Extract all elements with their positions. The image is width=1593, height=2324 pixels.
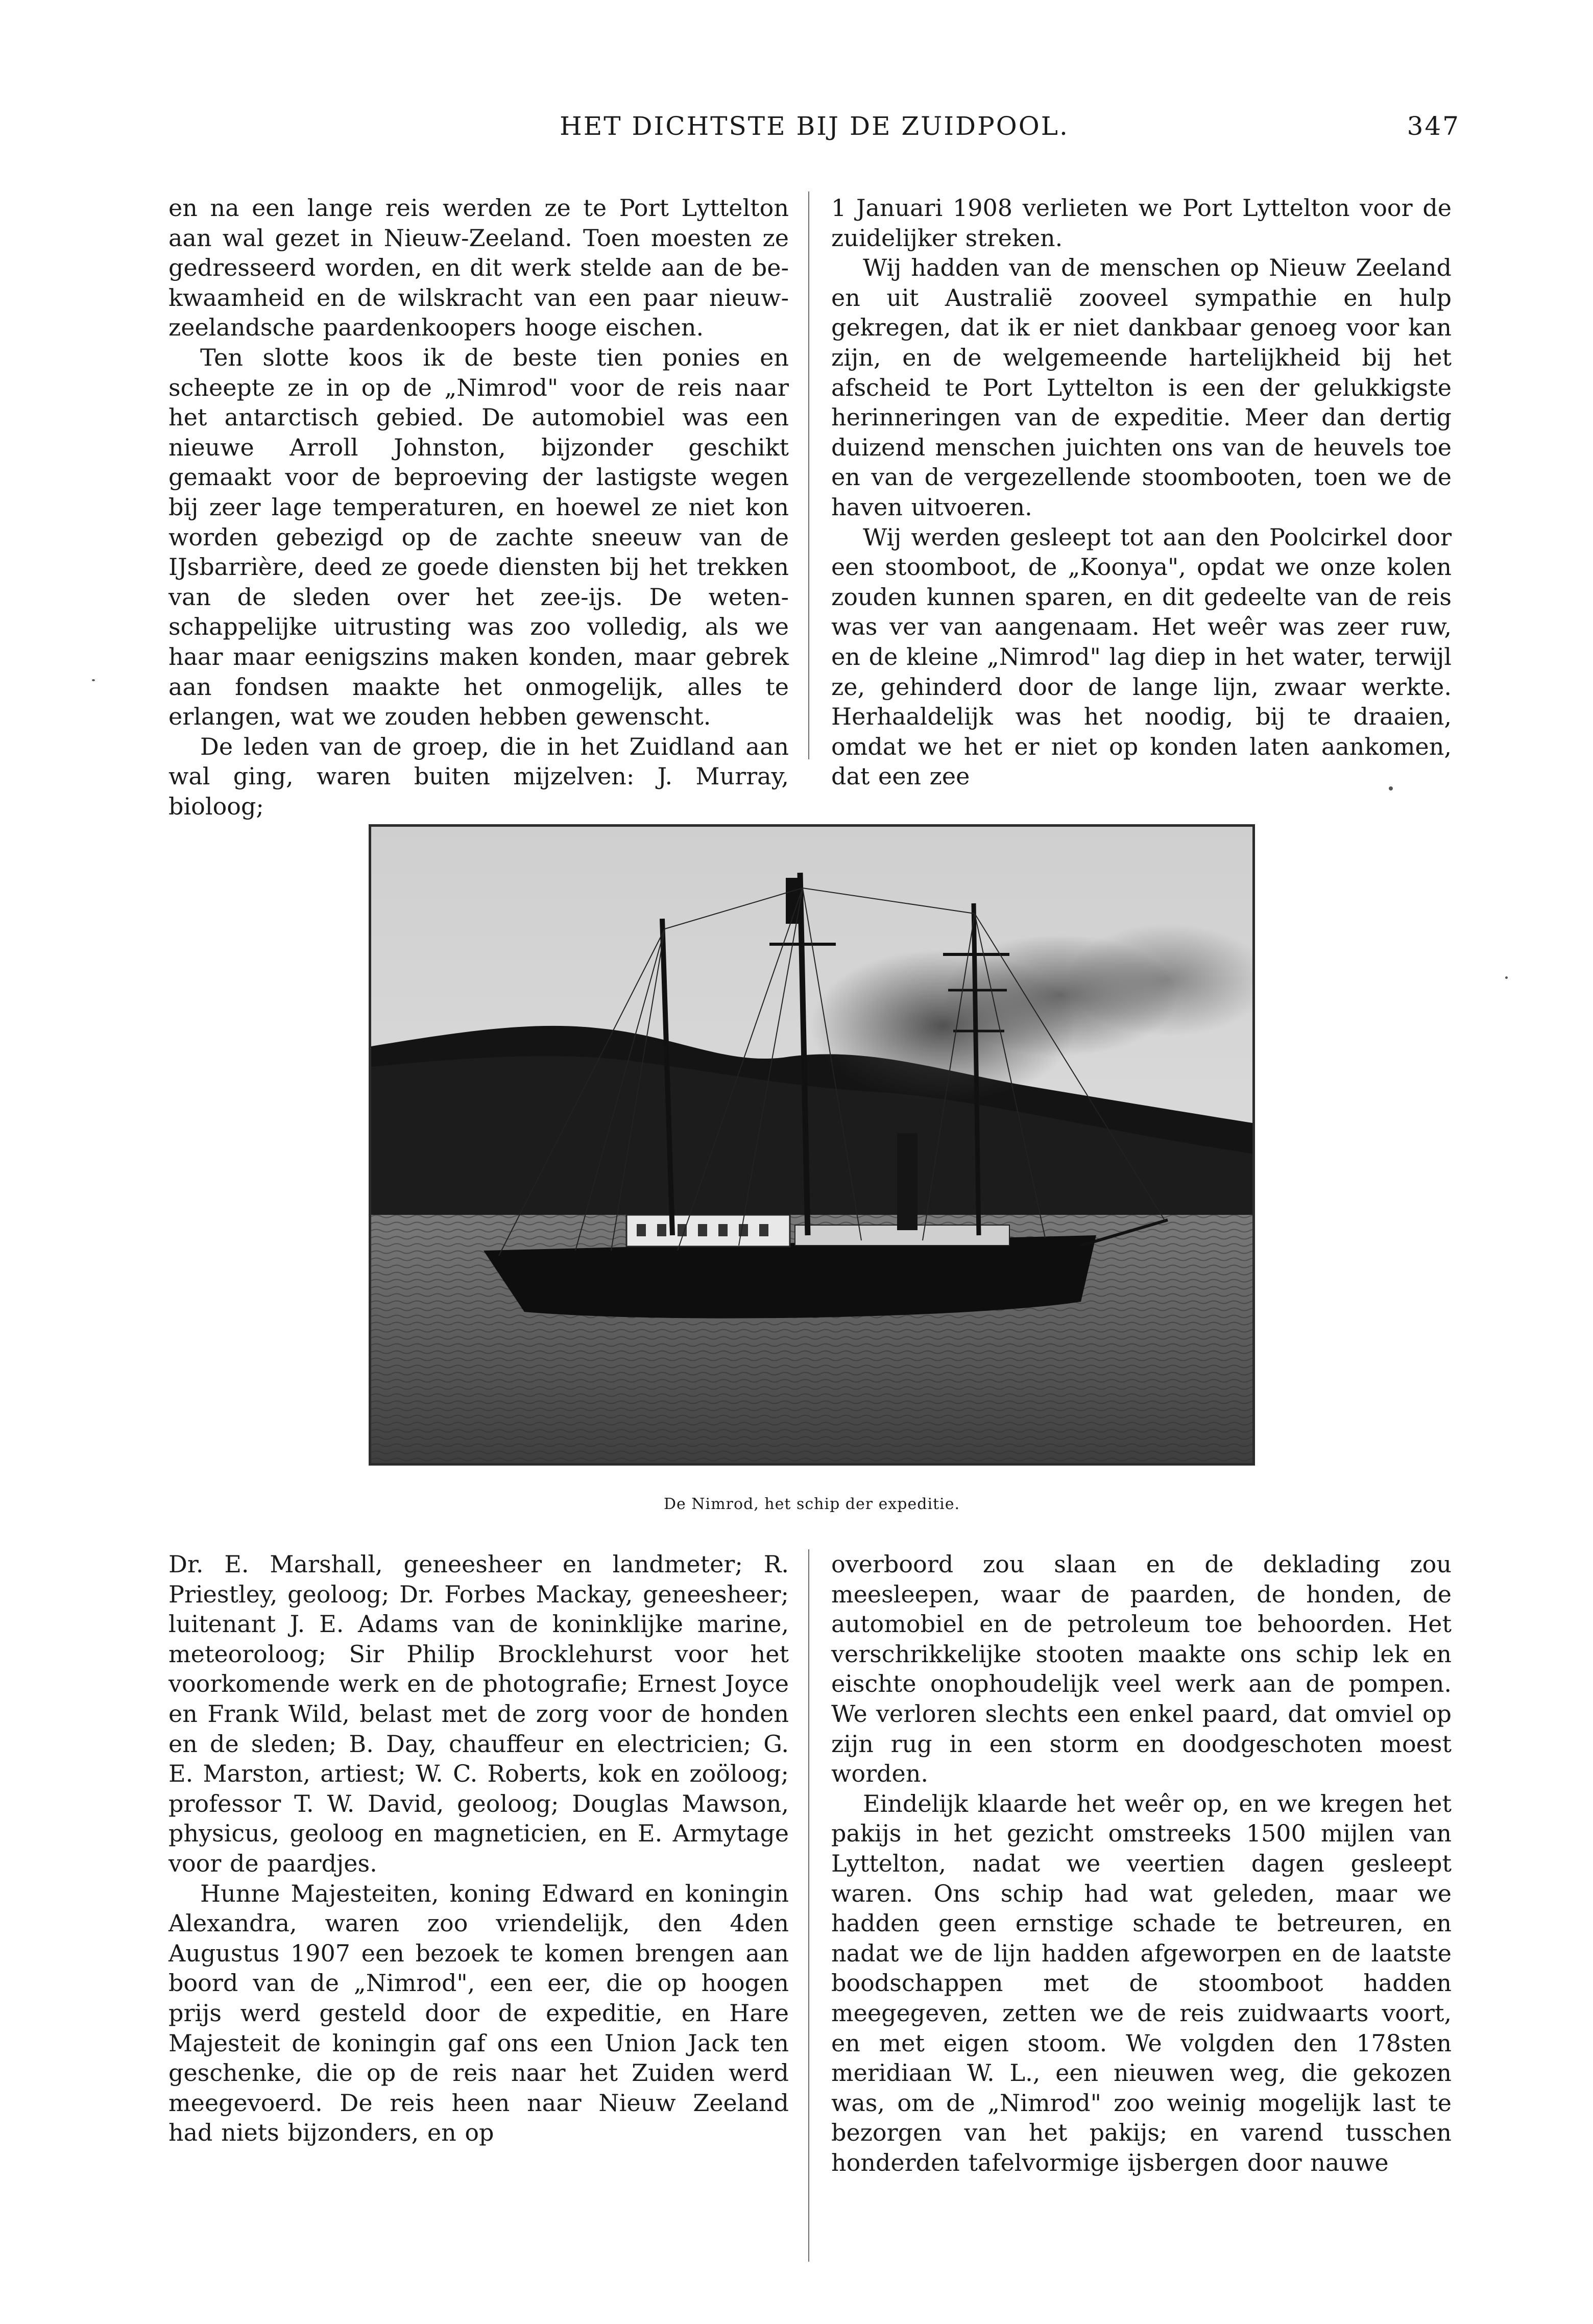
column-divider: [808, 191, 809, 759]
paragraph: Dr. E. Marshall, geneesheer en landmeter; R. Priestley, geoloog; Dr. Forbes Mackay, geneesheer; luitenant J. E. Adams van de koninklijke marine, meteoroloog; Sir Philip Brocklehurst voor het voorkomende werk en de photografie; Ernest Joyce en Frank Wild, belast met de zorg voor de honden en de sleden; B. Day, chauffeur en electricien; G. E. Marston, artiest; W. C. Roberts, kok en zoöloog; professor T. W. David, geoloog; Douglas Mawson, physicus, geoloog en magneticien, en E. Armytage voor de paardjes.: [168, 1550, 789, 1877]
paragraph: en na een lange reis werden ze te Port Lyttelton aan wal gezet in Nieuw-Zeeland. Toen moesten ze gedresseerd worden, en dit werk stelde aan de bekwaamheid en de wilskracht van een paar nieuwzeelandsche paardenkoopers hooge eischen.: [168, 194, 789, 342]
paragraph: overboord zou slaan en de deklading zou meesleepen, waar de paarden, de honden, de automobiel en de petroleum toe behoorden. Het verschrikkelijke stooten maakte ons schip lek en eischte onophoudelijk veel werk aan de pompen. We verloren slechts een enkel paard, dat omviel op zijn rug in een storm en doodgeschoten moest worden.: [831, 1550, 1452, 1788]
paragraph: Hunne Majesteiten, koning Edward en koningin Alexandra, waren zoo vriendelijk, den 4den Augustus 1907 een bezoek te komen brengen aan boord van de „Nimrod", een eer, die op hoogen prijs werd gesteld door de expeditie, en Hare Majesteit de koningin gaf ons een Union Jack ten geschenke, die op de reis naar het Zuiden werd meegevoerd. De reis heen naar Nieuw Zeeland had niets bijzonders, en op: [168, 1879, 789, 2147]
print-speck: [1389, 786, 1393, 790]
paragraph: 1 Januari 1908 verlieten we Port Lyttelton voor de zuidelijker streken.: [831, 194, 1452, 252]
print-speck: [92, 679, 95, 681]
page-number: 347: [1407, 111, 1460, 141]
upper-left-column: [168, 193, 789, 821]
paragraph: Wij hadden van de menschen op Nieuw Zeeland en uit Australië zooveel sympathie en hulp gekregen, dat ik er niet dankbaar genoeg voor kan zijn, en de welgemeende hartelijkheid bij het afscheid te Port Lyttelton is een der gelukkigste herinneringen van de expeditie. Meer dan dertig duizend menschen juichten ons van de heuvels toe en van de vergezellende stoombooten, toen we de haven uitvoeren.: [831, 254, 1452, 521]
figure-caption: De Nimrod, het schip der expeditie.: [663, 1495, 960, 1513]
ship-photograph: [369, 824, 1255, 1466]
upper-right-column: [831, 193, 1452, 792]
column-divider: [808, 1549, 809, 2262]
paragraph: Eindelijk klaarde het weêr op, en we kregen het pakijs in het gezicht omstreeks 1500 mijlen van Lyttelton, nadat we veertien dagen gesleept waren. Ons schip had wat geleden, maar we hadden geen ernstige schade te betreuren, en nadat we de lijn hadden afgeworpen en de laatste boodschappen met de stoomboot hadden meegegeven, zetten we de reis zuidwaarts voort, en met eigen stoom. We volgden den 178sten meridiaan W. L., een nieuwen weg, die gekozen was, om de „Nimrod" zoo weinig mogelijk last te bezorgen van het pakijs; en varend tusschen honderden tafelvormige ijsbergen door nauwe: [831, 1789, 1452, 2176]
paragraph: De leden van de groep, die in het Zuidland aan wal ging, waren buiten mijzelven: J. Murray, bioloog;: [168, 732, 789, 820]
lower-left-column: [168, 1549, 789, 2148]
paragraph: Ten slotte koos ik de beste tien ponies en scheepte ze in op de „Nimrod" voor de reis naar het antarctisch gebied. De automobiel was een nieuwe Arroll Johnston, bijzonder geschikt gemaakt voor de beproeving der lastigste wegen bij zeer lage temperaturen, en hoewel ze niet kon worden gebezigd op de zachte sneeuw van de IJsbarrière, deed ze goede diensten bij het trekken van de sleden over het zee-ijs. De wetenschappelijke uitrusting was zoo volledig, als we haar maar eenigszins maken konden, maar gebrek aan fondsen maakte het onmogelijk, alles te erlangen, wat we zouden hebben gewenscht.: [168, 343, 789, 731]
running-header: [168, 111, 1460, 152]
lower-right-column: [831, 1549, 1452, 2177]
print-speck: [1505, 976, 1508, 979]
running-title: HET DICHTSTE BIJ DE ZUIDPOOL.: [560, 111, 1069, 141]
ship-illustration: [371, 827, 1252, 1463]
paragraph: Wij werden gesleept tot aan den Poolcirkel door een stoomboot, de „Koonya", opdat we onze kolen zouden kunnen sparen, en dit gedeelte van de reis was ver van aangenaam. Het weêr was zeer ruw, en de kleine „Nimrod" lag diep in het water, terwijl ze, gehinderd door de lange lijn, zwaar werkte. Herhaaldelijk was het noodig, bij te draaien, omdat we het er niet op konden laten aankomen, dat een zee: [831, 523, 1452, 790]
